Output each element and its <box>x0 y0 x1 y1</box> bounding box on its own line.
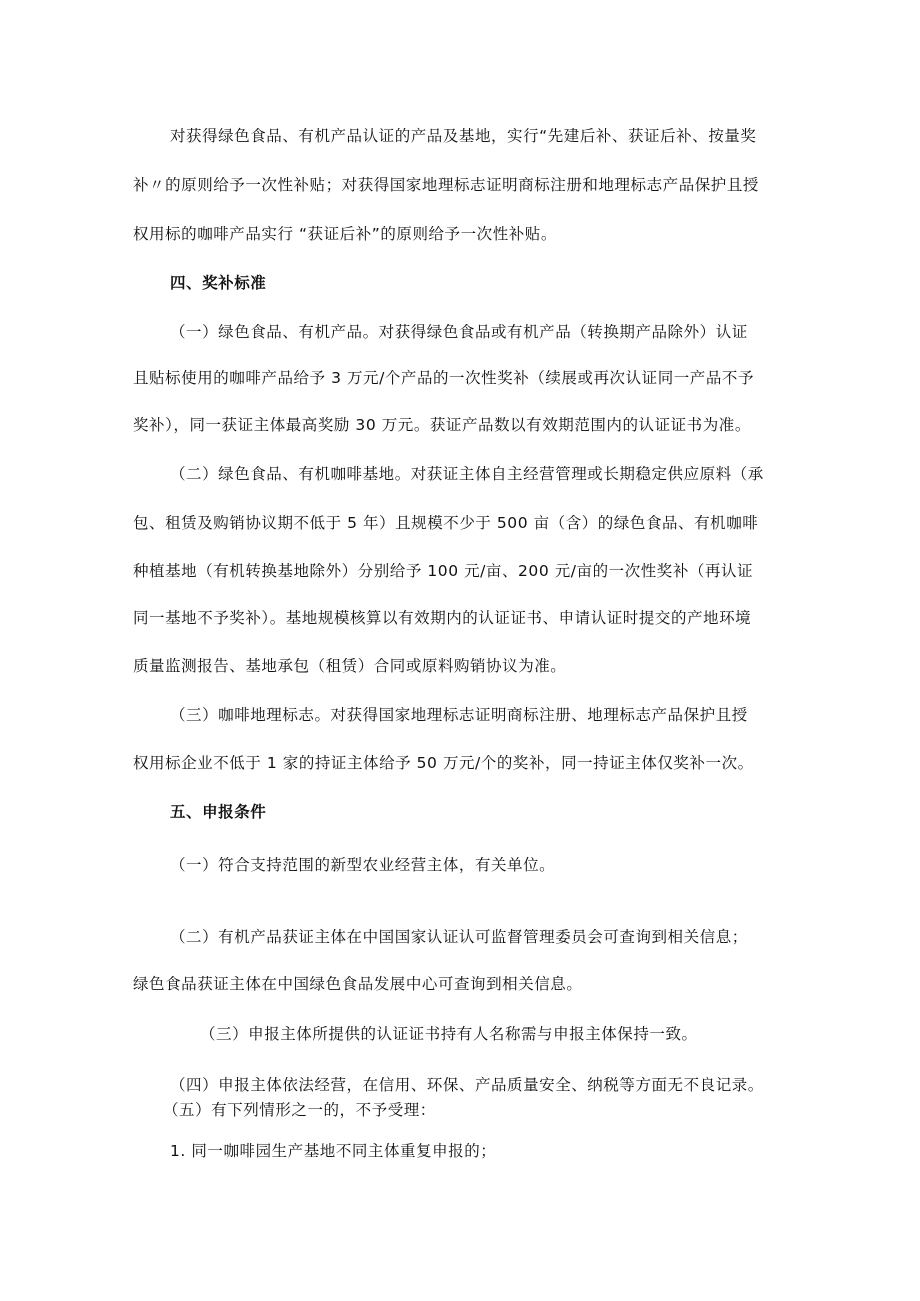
intro-line-2: 补〃的原则给予一次性补贴；对获得国家地理标志证明商标注册和地理标志产品保护且授 <box>133 176 759 194</box>
standards-item2-line-4: 同一基地不予奖补）。基地规模核算以有效期内的认证证书、申请认证时提交的产地环境 <box>133 609 752 627</box>
conditions-item2-line-2: 绿色食品获证主体在中国绿色食品发展中心可查询到相关信息。 <box>133 975 583 993</box>
conditions-sub-item-1: 1. 同一咖啡园生产基地不同主体重复申报的； <box>170 1142 497 1160</box>
conditions-item3: （三）申报主体所提供的认证证书持有人名称需与申报主体保持一致。 <box>200 1025 698 1043</box>
conditions-item2-line-1: （二）有机产品获证主体在中国国家认证认可监督管理委员会可查询到相关信息； <box>170 928 748 946</box>
standards-item1-line-2: 且贴标使用的咖啡产品给予 3 万元/个产品的一次性奖补（续展或再次认证同一产品不予 <box>133 369 754 387</box>
standards-item3-line-2: 权用标企业不低于 1 家的持证主体给予 50 万元/个的奖补，同一持证主体仅奖补一次。 <box>133 754 754 772</box>
conditions-item4: （四）申报主体依法经营，在信用、环保、产品质量安全、纳税等方面无不良记录。 <box>170 1076 764 1094</box>
conditions-item1: （一）符合支持范围的新型农业经营主体，有关单位。 <box>170 856 556 874</box>
standards-item2-line-3: 种植基地（有机转换基地除外）分别给予 100 元/亩、200 元/亩的一次性奖补（再认证 <box>133 562 754 580</box>
section-heading-standards: 四、奖补标准 <box>170 274 267 292</box>
intro-line-3: 权用标的咖啡产品实行 “获证后补”的原则给予一次性补贴。 <box>133 225 557 243</box>
standards-item3-line-1: （三）咖啡地理标志。对获得国家地理标志证明商标注册、地理标志产品保护且授 <box>170 706 748 724</box>
intro-line-1: 对获得绿色食品、有机产品认证的产品及基地，实行“先建后补、获证后补、按量奖 <box>170 127 757 145</box>
standards-item1-line-3: 奖补），同一获证主体最高奖励 30 万元。获证产品数以有效期范围内的认证证书为准。 <box>133 416 751 434</box>
standards-item2-line-1: （二）绿色食品、有机咖啡基地。对获证主体自主经营管理或长期稳定供应原料（承 <box>170 465 764 483</box>
standards-item1-line-1: （一）绿色食品、有机产品。对获得绿色食品或有机产品（转换期产品除外）认证 <box>170 323 748 341</box>
conditions-item5: （五）有下列情形之一的，不予受理： <box>163 1101 436 1119</box>
standards-item2-line-2: 包、租赁及购销协议期不低于 5 年）且规模不少于 500 亩（含）的绿色食品、有机咖啡 <box>133 514 759 532</box>
standards-item2-line-5: 质量监测报告、基地承包（租赁）合同或原料购销协议为准。 <box>133 657 567 675</box>
section-heading-conditions: 五、申报条件 <box>170 803 267 821</box>
